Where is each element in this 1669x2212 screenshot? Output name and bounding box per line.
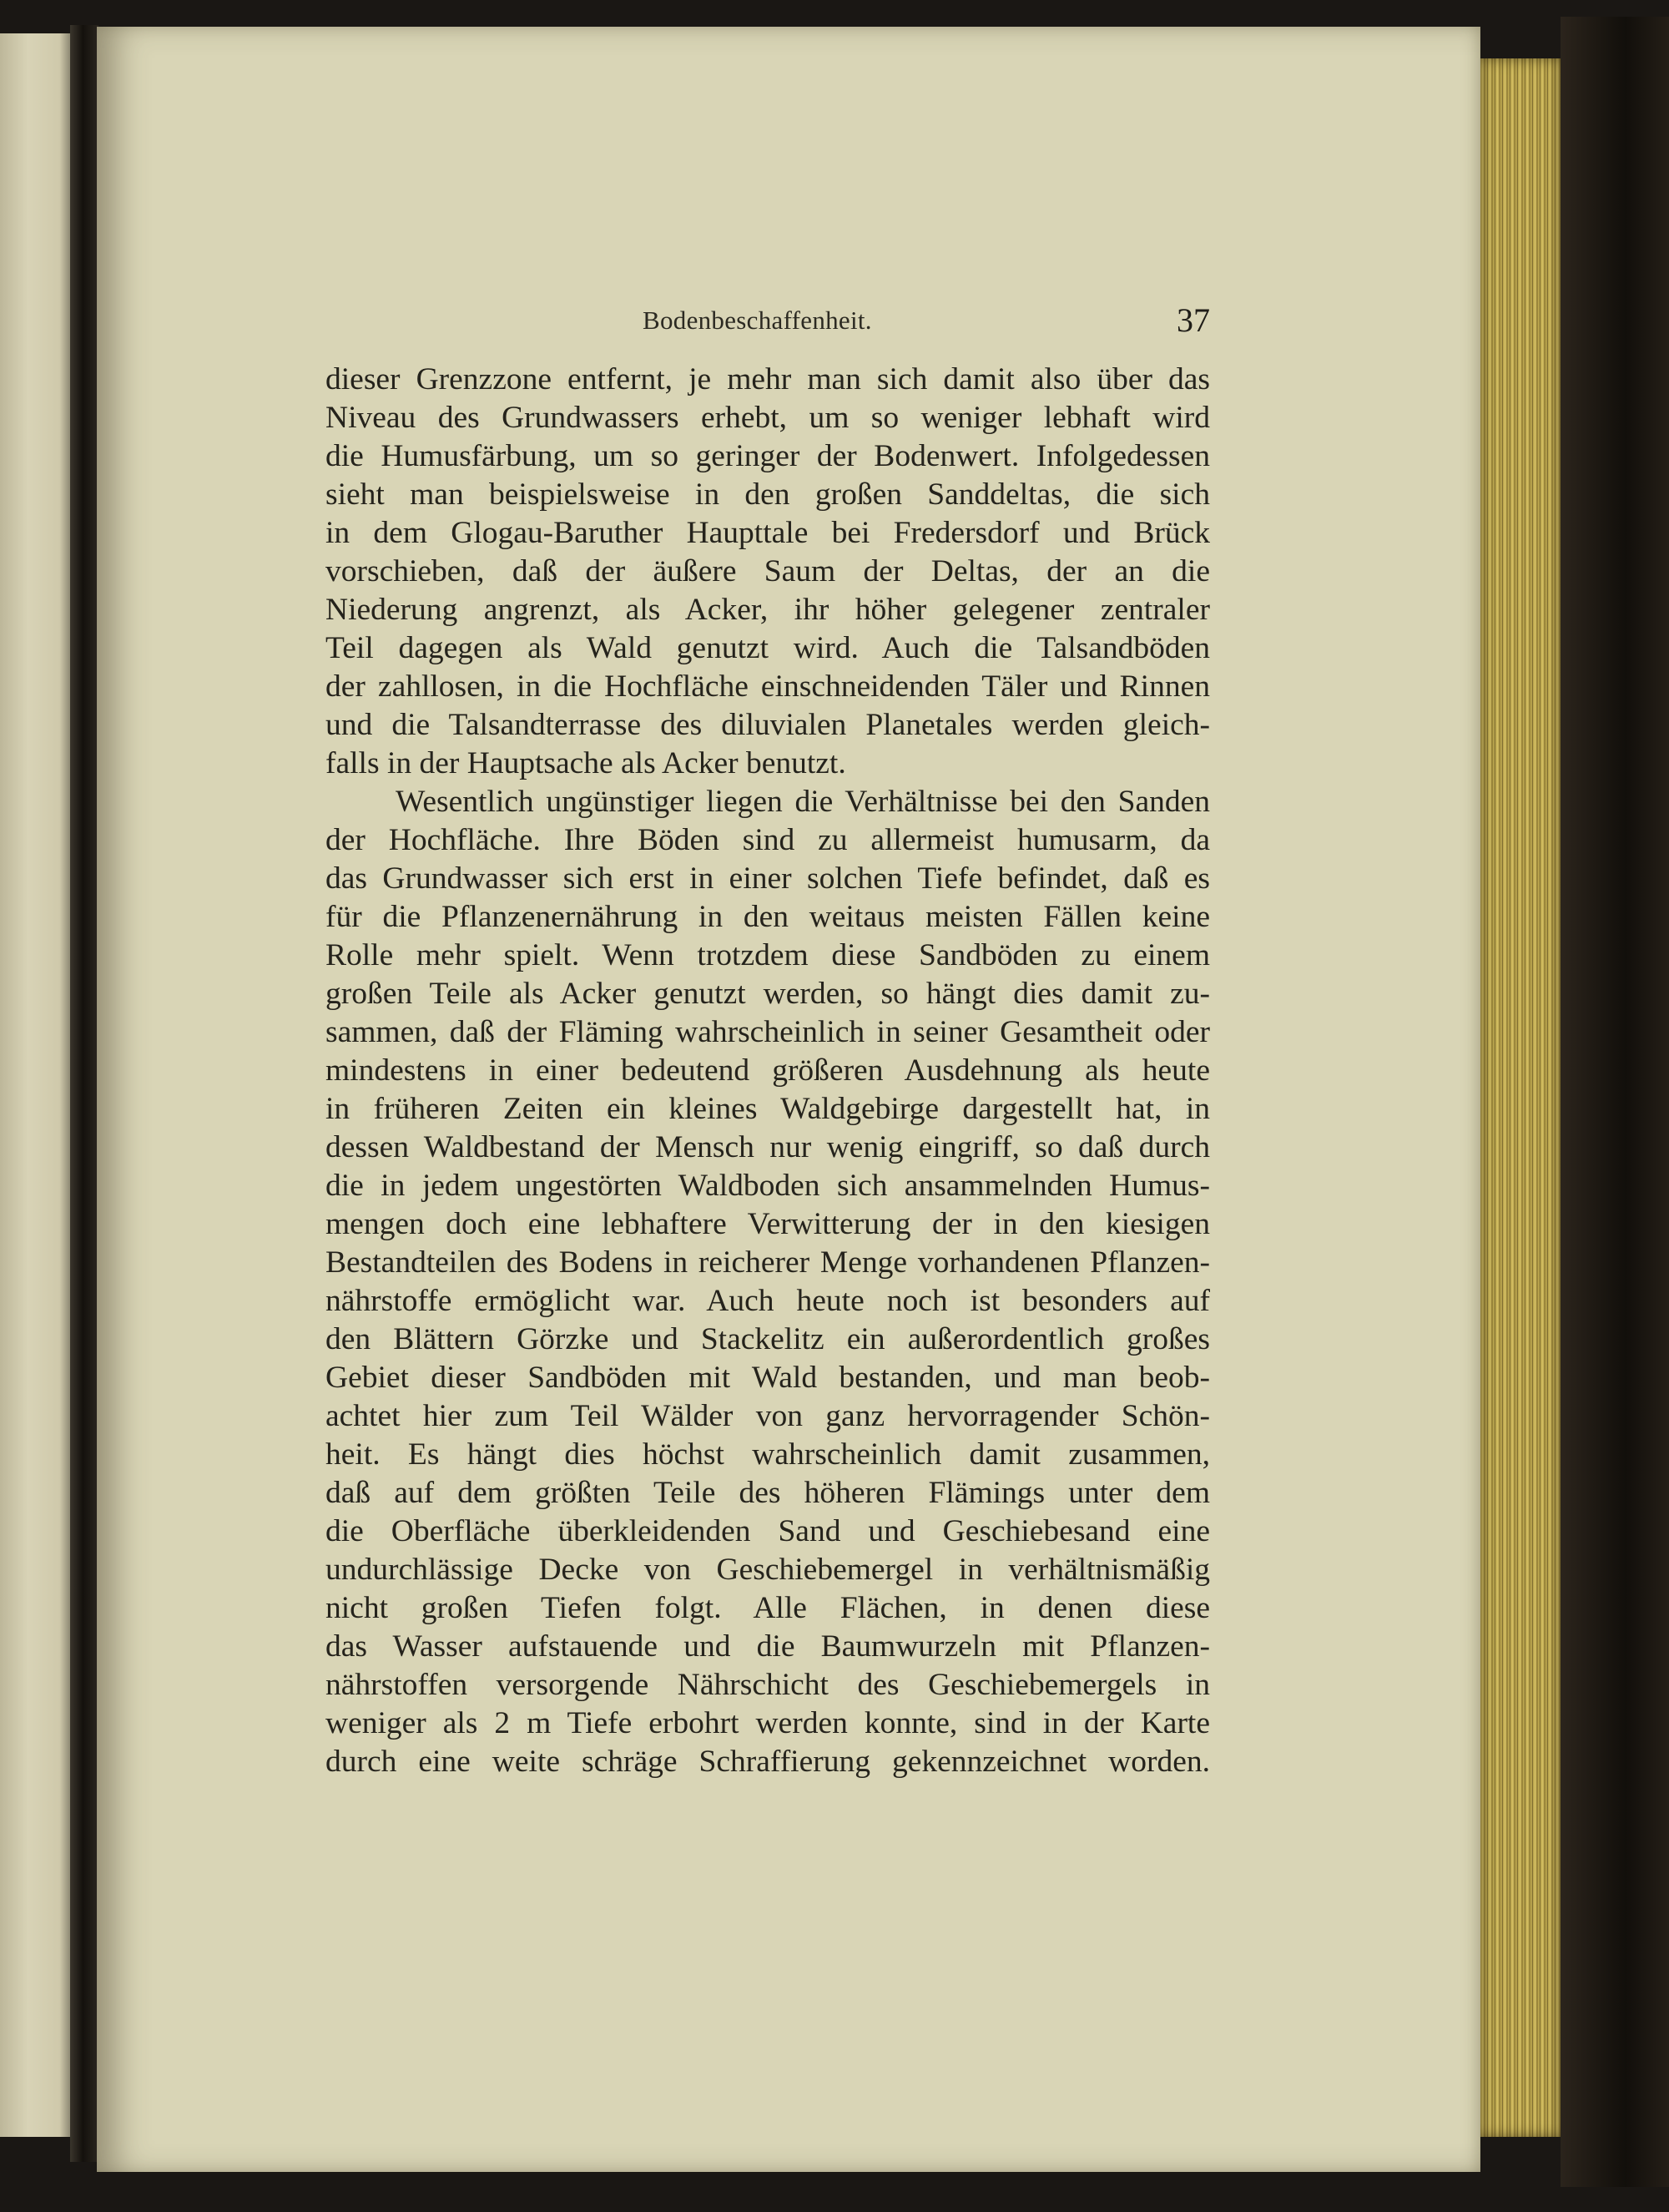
text-line: Rolle mehr spielt. Wenn trotzdem diese Sandböden zu einem (325, 938, 1210, 972)
left-facing-page-edge (0, 33, 70, 2137)
text-line: für die Pflanzenernährung in den weitaus meisten Fällen keine (325, 900, 1210, 934)
text-line: großen Teile als Acker genutzt werden, so hängt dies damit zu- (325, 977, 1210, 1011)
text-line: undurchlässige Decke von Geschiebemergel in verhältnismäßig (325, 1553, 1210, 1587)
text-line: Teil dagegen als Wald genutzt wird. Auch die Talsandböden (325, 631, 1210, 665)
text-line: das Wasser aufstauende und die Baumwurzeln mit Pflanzen- (325, 1629, 1210, 1664)
text-line: sammen, daß der Fläming wahrscheinlich in seiner Gesamtheit oder (325, 1015, 1210, 1049)
text-line: nährstoffen versorgende Nährschicht des Geschiebemergels in (325, 1668, 1210, 1702)
text-line: das Grundwasser sich erst in einer solchen Tiefe befindet, daß es (325, 861, 1210, 896)
text-line: nicht großen Tiefen folgt. Alle Flächen, in denen diese (325, 1591, 1210, 1625)
text-line: und die Talsandterrasse des diluvialen Planetales werden gleich- (325, 708, 1210, 742)
text-line: den Blättern Görzke und Stackelitz ein außerordentlich großes (325, 1322, 1210, 1356)
text-line: falls in der Hauptsache als Acker benutzt. (325, 746, 846, 780)
text-line: nährstoffe ermöglicht war. Auch heute noch ist besonders auf (325, 1284, 1210, 1318)
running-title: Bodenbeschaffenheit. (643, 306, 872, 335)
text-line: Bestandteilen des Bodens in reicherer Menge vorhandenen Pflanzen- (325, 1245, 1210, 1280)
text-line: die Humusfärbung, um so geringer der Bodenwert. Infolgedessen (325, 439, 1210, 473)
text-line: dieser Grenzzone entfernt, je mehr man sich damit also über das (325, 362, 1210, 396)
gilded-page-edges (1480, 58, 1561, 2137)
text-line: die in jedem ungestörten Waldboden sich ansammelnden Humus- (325, 1169, 1210, 1203)
text-line: Wesentlich ungünstiger liegen die Verhältnisse bei den Sanden (396, 785, 1210, 819)
text-line: durch eine weite schräge Schraffierung gekennzeichnet worden. (325, 1745, 1210, 1779)
text-line: sieht man beispielsweise in den großen Sanddeltas, die sich (325, 477, 1210, 512)
text-line: achtet hier zum Teil Wälder von ganz hervorragender Schön- (325, 1399, 1210, 1433)
text-line: die Oberfläche überkleidenden Sand und Geschiebesand eine (325, 1514, 1210, 1548)
book-cover-edge (1561, 17, 1669, 2187)
body-text (325, 361, 1210, 1781)
text-line: daß auf dem größten Teile des höheren Flämings unter dem (325, 1476, 1210, 1510)
page-header (325, 300, 1210, 351)
text-line: der Hochfläche. Ihre Böden sind zu allermeist humusarm, da (325, 823, 1210, 857)
text-line: weniger als 2 m Tiefe erbohrt werden konnte, sind in der Karte (325, 1706, 1210, 1740)
text-line: mindestens in einer bedeutend größeren Ausdehnung als heute (325, 1053, 1210, 1088)
page-number: 37 (1177, 301, 1210, 339)
text-line: Gebiet dieser Sandböden mit Wald bestanden, und man beob- (325, 1361, 1210, 1395)
text-line: in früheren Zeiten ein kleines Waldgebirge dargestellt hat, in (325, 1092, 1210, 1126)
text-line: Niederung angrenzt, als Acker, ihr höher gelegener zentraler (325, 593, 1210, 627)
text-line: der zahllosen, in die Hochfläche einschneidenden Täler und Rinnen (325, 669, 1210, 704)
text-line: heit. Es hängt dies höchst wahrscheinlich damit zusammen, (325, 1437, 1210, 1472)
text-line: dessen Waldbestand der Mensch nur wenig eingriff, so daß durch (325, 1130, 1210, 1164)
book-gutter (70, 25, 98, 2162)
text-line: Niveau des Grundwassers erhebt, um so weniger lebhaft wird (325, 401, 1210, 435)
text-line: vorschieben, daß der äußere Saum der Deltas, der an die (325, 554, 1210, 588)
text-line: mengen doch eine lebhaftere Verwitterung der in den kiesigen (325, 1207, 1210, 1241)
text-line: in dem Glogau-Baruther Haupttale bei Fredersdorf und Brück (325, 516, 1210, 550)
